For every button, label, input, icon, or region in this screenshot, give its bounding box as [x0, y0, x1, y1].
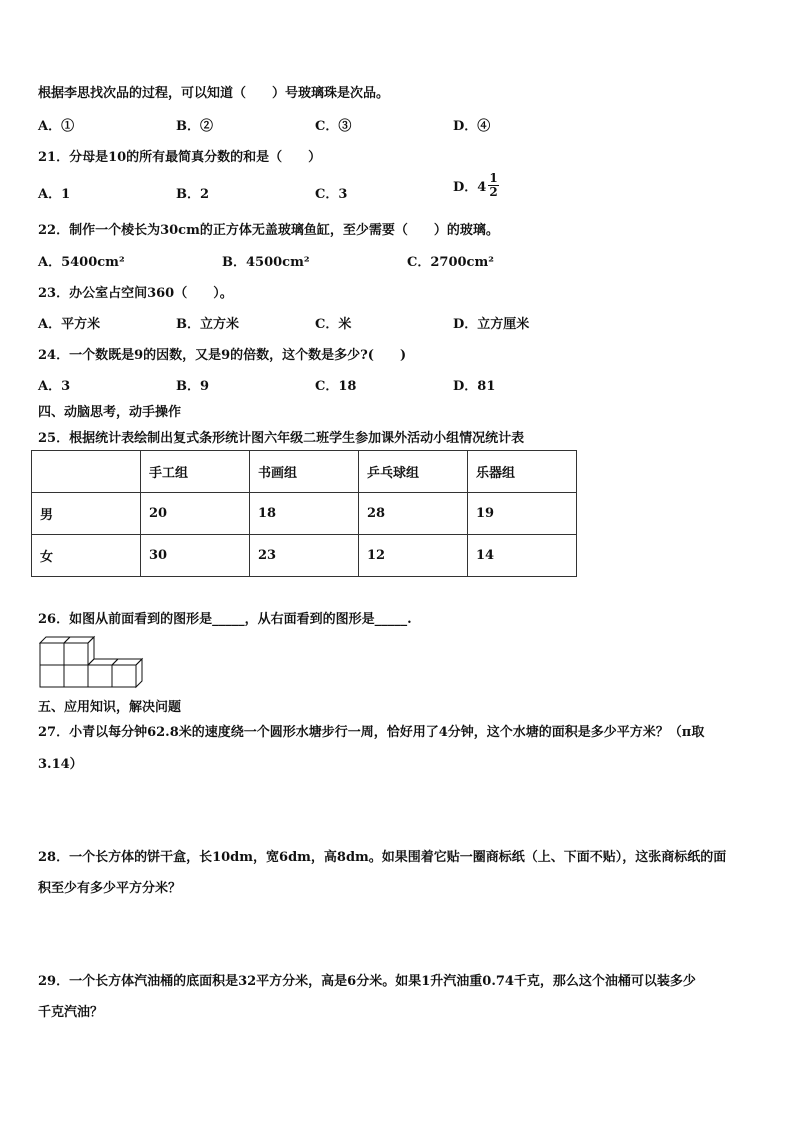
table-cell: 女: [32, 535, 141, 577]
cube-front-face: [40, 665, 64, 687]
fraction-numerator: 1: [489, 171, 498, 185]
section-5-heading: 五、应用知识，解决问题: [38, 700, 182, 715]
table-row: [32, 535, 577, 577]
table-cell: 12: [359, 535, 468, 577]
table-header-cell: 乒乓球组: [359, 451, 468, 493]
q27-line-2: 3.14）: [38, 757, 83, 772]
q20-option-d: D．④: [453, 119, 491, 134]
table-cell: 30: [141, 535, 250, 577]
table-cell: 28: [359, 493, 468, 535]
q20-stem: 根据李思找次品的过程，可以知道（ ）号玻璃珠是次品。: [38, 86, 390, 101]
activity-stats-table: [31, 450, 577, 577]
q24-stem: 24．一个数既是9的因数，又是9的倍数，这个数是多少?( ): [38, 348, 407, 363]
table-cell: 20: [141, 493, 250, 535]
cube-front-face: [112, 665, 136, 687]
q21-option-b: B．2: [176, 187, 210, 202]
q27-line-1: 27．小青以每分钟62.8米的速度绕一个圆形水塘步行一周，恰好用了4分钟，这个水塘的面积是多少平方米？（π取: [38, 725, 705, 740]
q23-option-c: C．米: [315, 317, 352, 332]
cube-stack-figure: [39, 635, 151, 691]
q20-option-c: C．③: [315, 119, 352, 134]
fraction-denominator: 2: [489, 185, 498, 199]
q22-option-b: B．4500cm²: [222, 255, 310, 270]
table-header-row: [32, 451, 577, 493]
q26-stem: 26．如图从前面看到的图形是_____，从右面看到的图形是_____.: [38, 612, 412, 627]
q23-option-b: B．立方米: [176, 317, 239, 332]
q23-stem: 23．办公室占空间360（ ）。: [38, 286, 233, 301]
table-header-cell: 乐器组: [468, 451, 577, 493]
q23-option-a: A．平方米: [38, 317, 101, 332]
q21-option-c: C．3: [315, 187, 348, 202]
table-cell: 18: [250, 493, 359, 535]
q23-option-d: D．立方厘米: [453, 317, 530, 332]
q21-option-d-fraction: [488, 172, 498, 199]
q21-option-d: [453, 172, 499, 199]
q25-stem: 25．根据统计表绘制出复式条形统计图六年级二班学生参加课外活动小组情况统计表: [38, 431, 525, 446]
q29-line-1: 29．一个长方体汽油桶的底面积是32平方分米，高是6分米。如果1升汽油重0.74千克，那么这个油桶可以装多少: [38, 974, 696, 989]
cube-front-face: [64, 643, 88, 665]
cube-side-face: [136, 659, 142, 687]
table-cell: 19: [468, 493, 577, 535]
q24-option-c: C．18: [315, 379, 357, 394]
q21-stem: 21．分母是10的所有最简真分数的和是（ ）: [38, 150, 322, 165]
q29-line-2: 千克汽油？: [38, 1005, 104, 1020]
cube-front-face: [88, 665, 112, 687]
q24-option-a: A．3: [38, 379, 71, 394]
q20-option-b: B．②: [176, 119, 213, 134]
q28-line-2: 积至少有多少平方分米？: [38, 881, 182, 896]
q20-option-a: A．①: [38, 119, 75, 134]
q24-option-d: D．81: [453, 379, 496, 394]
q24-option-b: B．9: [176, 379, 210, 394]
section-4-heading: 四、动脑思考，动手操作: [38, 405, 182, 420]
table-cell: 23: [250, 535, 359, 577]
table-row: [32, 493, 577, 535]
q22-option-a: A．5400cm²: [38, 255, 125, 270]
q22-option-c: C．2700cm²: [407, 255, 494, 270]
q21-option-a: A．1: [38, 187, 71, 202]
cube-front-face: [64, 665, 88, 687]
q22-stem: 22．制作一个棱长为30cm的正方体无盖玻璃鱼缸，至少需要（ ）的玻璃。: [38, 223, 499, 238]
cube-front-face: [40, 643, 64, 665]
table-header-cell: 手工组: [141, 451, 250, 493]
table-header-cell: [32, 451, 141, 493]
q21-option-d-whole: D．4: [453, 180, 487, 195]
cube-side-face: [88, 637, 94, 665]
table-cell: 男: [32, 493, 141, 535]
table-header-cell: 书画组: [250, 451, 359, 493]
q28-line-1: 28．一个长方体的饼干盒，长10dm，宽6dm，高8dm。如果围着它贴一圈商标纸（上、下面不贴），这张商标纸的面: [38, 850, 727, 865]
table-cell: 14: [468, 535, 577, 577]
